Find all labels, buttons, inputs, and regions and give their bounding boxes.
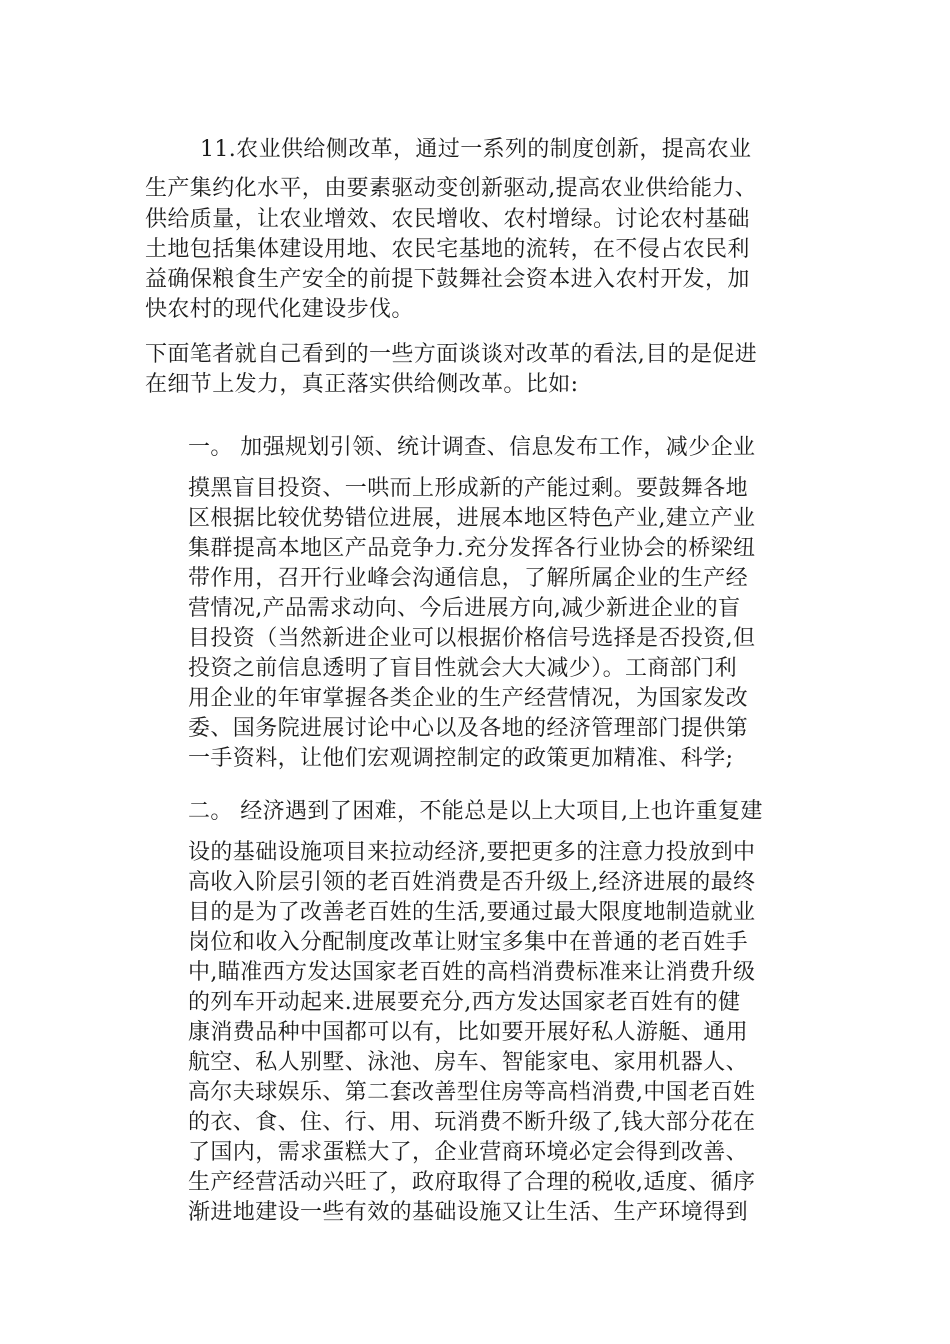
paragraph-1-line-5: 益确保粮食生产安全的前提下鼓舞社会资本进入农村开发，加 xyxy=(145,267,750,292)
paragraph-4-line-14: 渐进地建设一些有效的基础设施又让生活、生产环境得到 xyxy=(188,1200,749,1225)
paragraph-1-line-6: 快农村的现代化建设步伐。 xyxy=(145,297,414,322)
paragraph-4-line-7: 的列车开动起来.进展要充分,西方发达国家老百姓有的健 xyxy=(188,990,741,1015)
paragraph-1-line-2: 生产集约化水平，由要素驱动变创新驱动,提高农业供给能力、 xyxy=(145,176,758,201)
paragraph-3-line-7: 目投资（当然新进企业可以根据价格信号选择是否投资,但 xyxy=(188,626,756,651)
paragraph-3-line-8: 投资之前信息透明了盲目性就会大大减少）。工商部门利 xyxy=(188,656,738,681)
paragraph-4-line-13: 生产经营活动兴旺了，政府取得了合理的税收,适度、循序 xyxy=(188,1170,756,1195)
paragraph-3-line-10: 委、国务院进展讨论中心以及各地的经济管理部门提供第 xyxy=(188,716,749,741)
paragraph-4-line-6: 中,瞄准西方发达国家老百姓的高档消费标准来让消费升级 xyxy=(188,960,756,985)
paragraph-3-line-4: 集群提高本地区产品竞争力.充分发挥各行业协会的桥梁纽 xyxy=(188,536,756,561)
paragraph-3-line-2: 摸黑盲目投资、一哄而上形成新的产能过剩。要鼓舞各地 xyxy=(188,476,749,501)
paragraph-3-line-3: 区根据比较优势错位进展，进展本地区特色产业,建立产业 xyxy=(188,506,756,531)
paragraph-3-line-1: 一。 加强规划引领、统计调查、信息发布工作，减少企业 xyxy=(188,435,756,460)
paragraph-4-line-8: 康消费品种中国都可以有，比如要开展好私人游艇、通用 xyxy=(188,1020,749,1045)
paragraph-3-line-11: 一手资料，让他们宏观调控制定的政策更加精准、科学; xyxy=(188,746,734,771)
paragraph-4-line-9: 航空、私人别墅、泳池、房车、智能家电、家用机器人、 xyxy=(188,1050,749,1075)
paragraph-4-line-4: 目的是为了改善老百姓的生活,要通过最大限度地制造就业 xyxy=(188,900,756,925)
paragraph-4-line-11: 的衣、食、住、行、用、玩消费不断升级了,钱大部分花在 xyxy=(188,1110,756,1135)
paragraph-4-line-10: 高尔夫球娱乐、第二套改善型住房等高档消费,中国老百姓 xyxy=(188,1080,756,1105)
paragraph-4-line-1: 二。 经济遇到了困难，不能总是以上大项目,上也许重复建 xyxy=(188,799,763,824)
paragraph-1-line-3: 供给质量，让农业增效、农民增收、农村增绿。讨论农村基础 xyxy=(145,207,750,232)
paragraph-4-line-12: 了国内，需求蛋糕大了，企业营商环境必定会得到改善、 xyxy=(188,1140,749,1165)
paragraph-2-line-2: 在细节上发力，真正落实供给侧改革。比如: xyxy=(145,372,579,397)
paragraph-2-line-1: 下面笔者就自己看到的一些方面谈谈对改革的看法,目的是促进 xyxy=(145,342,758,367)
paragraph-3-line-5: 带作用，召开行业峰会沟通信息，了解所属企业的生产经 xyxy=(188,566,749,591)
paragraph-4-line-5: 岗位和收入分配制度改革让财宝多集中在普通的老百姓手 xyxy=(188,930,749,955)
paragraph-4-line-3: 高收入阶层引领的老百姓消费是否升级上,经济进展的最终 xyxy=(188,870,756,895)
paragraph-3-line-6: 营情况,产品需求动向、今后进展方向,减少新进企业的盲 xyxy=(188,596,741,621)
paragraph-1-line-4: 土地包括集体建设用地、农民宅基地的流转，在不侵占农民利 xyxy=(145,237,750,262)
paragraph-4-line-2: 设的基础设施项目来拉动经济,要把更多的注意力投放到中 xyxy=(188,840,756,865)
paragraph-3-line-9: 用企业的年审掌握各类企业的生产经营情况，为国家发改 xyxy=(188,686,749,711)
paragraph-1-line-1: 11.农业供给侧改革，通过一系列的制度创新，提高农业 xyxy=(200,137,752,162)
